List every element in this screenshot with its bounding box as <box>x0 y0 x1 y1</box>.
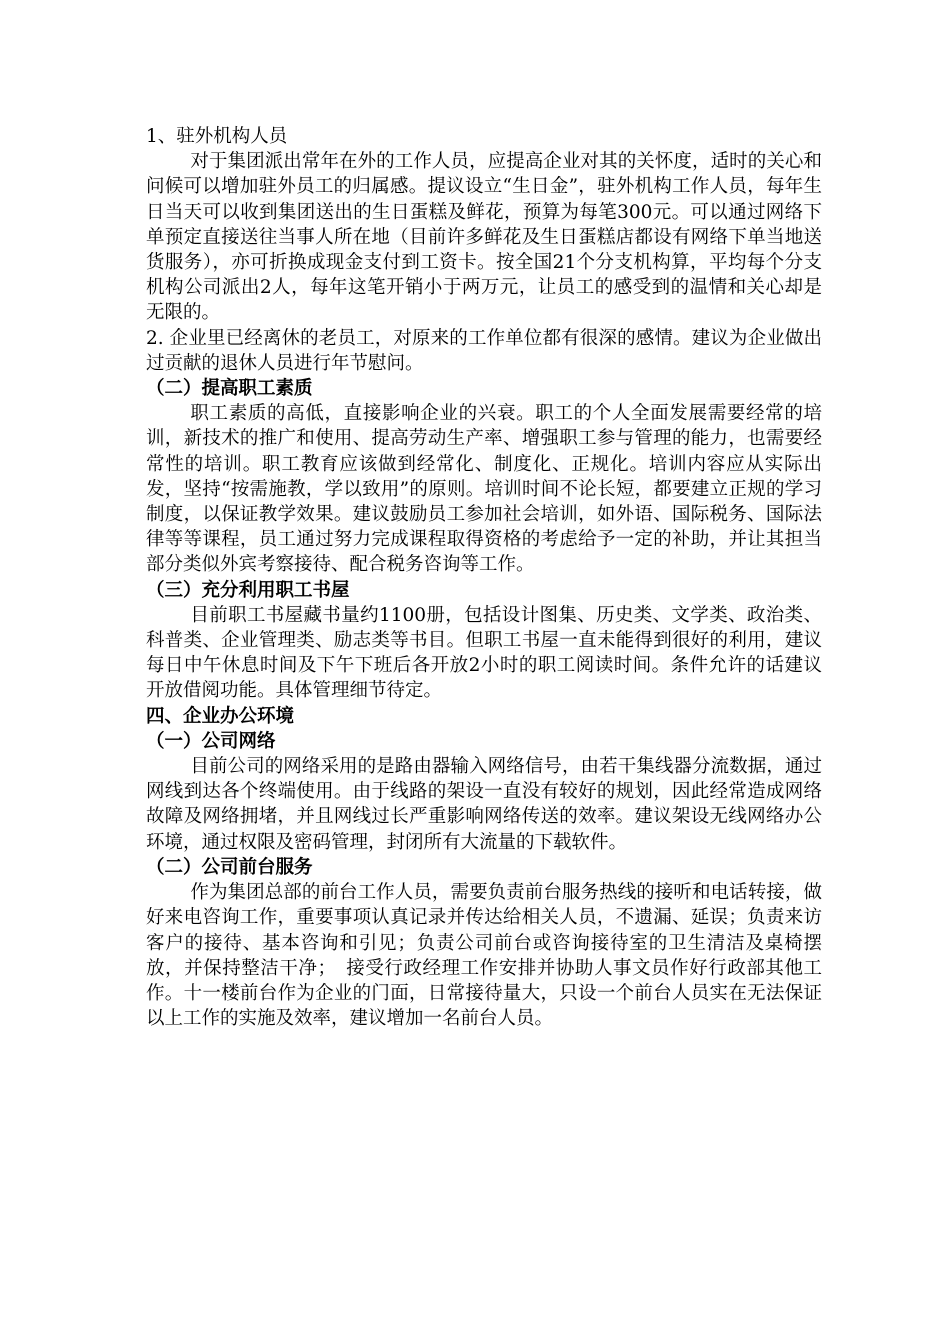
item1-paragraph: 对于集团派出常年在外的工作人员，应提高企业对其的关怀度，适时的关心和问候可以增加驻外员工的归属感。提议设立“生日金”，驻外机构工作人员，每年生日当天可以收到集团送出的生日蛋糕及鲜花，预算为每笔300元。可以通过网络下单预定直接送往当事人所在地（目前许多鲜花及生日蛋糕店都设有网络下单当地送货服务），亦可折换成现金支付到工资卡。按全国21个分支机构算，平均每个分支机构公司派出2人，每年这笔开销小于两万元，让员工的感受到的温情和关心却是无限的。 <box>146 151 822 324</box>
section2-paragraph: 职工素质的高低，直接影响企业的兴衰。职工的个人全面发展需要经常的培训，新技术的推广和使用、提高劳动生产率、增强职工参与管理的能力，也需要经常性的培训。职工教育应该做到经常化、制度化、正规化。培训内容应从实际出发，坚持“按需施教，学以致用”的原则。培训时间不论长短，都要建立正规的学习制度，以保证教学效果。建议鼓励员工参加社会培训，如外语、国际税务、国际法律等等课程，员工通过努力完成课程取得资格的考虑给予一定的补助，并让其担当部分类似外宾考察接待、配合税务咨询等工作。 <box>146 403 822 576</box>
item1-title: 1、驻外机构人员 <box>146 126 288 147</box>
section2-heading: （二）提高职工素质 <box>146 378 313 400</box>
section3-heading: （三）充分利用职工书屋 <box>146 579 350 601</box>
section3-paragraph: 目前职工书屋藏书量约1100册，包括设计图集、历史类、文学类、政治类、科普类、企业管理类、励志类等书目。但职工书屋一直未能得到很好的利用，建议每日中午休息时间及下午下班后各开放2小时的职工阅读时间。条件允许的话建议开放借阅功能。具体管理细节待定。 <box>146 604 822 702</box>
document-page <box>146 124 822 1031</box>
part4-sub1-paragraph: 目前公司的网络采用的是路由器输入网络信号，由若干集线器分流数据，通过网线到达各个终端使用。由于线路的架设一直没有较好的规划，因此经常造成网络故障及网络拥堵，并且网线过长严重影响网络传送的效率。建议架设无线网络办公环境，通过权限及密码管理，封闭所有大流量的下载软件。 <box>146 756 822 853</box>
part4-sub2-heading: （二）公司前台服务 <box>146 856 313 878</box>
item2-paragraph: 2. 企业里已经离休的老员工，对原来的工作单位都有很深的感情。建议为企业做出过贡献的退休人员进行年节慰问。 <box>146 327 822 374</box>
part4-sub2-paragraph: 作为集团总部的前台工作人员，需要负责前台服务热线的接听和电话转接，做好来电咨询工作，重要事项认真记录并传达给相关人员，不遗漏、延误；负责来访客户的接待、基本咨询和引见；负责公司前台或咨询接待室的卫生清洁及桌椅摆放，并保持整洁干净； 接受行政经理工作安排并协助人事文员作好行政部其他工作。十一楼前台作为企业的门面，日常接待量大，只设一个前台人员实在无法保证以上工作的实施及效率，建议增加一名前台人员。 <box>146 882 822 1030</box>
part4-sub1-heading: （一）公司网络 <box>146 730 276 752</box>
part4-heading: 四、企业办公环境 <box>146 705 295 727</box>
